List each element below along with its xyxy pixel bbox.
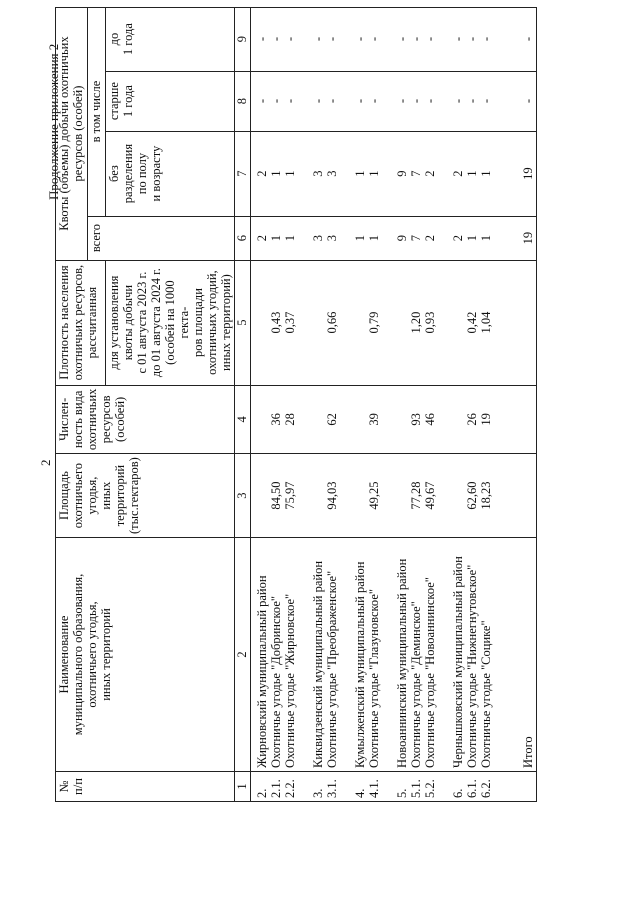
row-older: -	[423, 99, 437, 104]
header-younger: до 1 года	[106, 7, 235, 71]
row-density: 1,20	[409, 311, 423, 334]
row-no: 3.1.	[325, 779, 339, 798]
row-total: 3	[325, 234, 339, 242]
col-number-6: 6	[235, 216, 251, 260]
row-nosplit: 9	[395, 170, 409, 177]
row-no: 2.1.	[269, 779, 283, 798]
total-label: Итого	[521, 736, 535, 768]
row-younger: -	[451, 37, 465, 42]
row-older: -	[479, 99, 493, 104]
row-younger: -	[325, 37, 339, 42]
header-population: Числен- ность вида охотничьих ресурсов (особей)	[56, 385, 235, 454]
row-older: -	[311, 99, 325, 104]
row-name: Охотничье угодье "Глазуновское"	[367, 589, 381, 768]
grand-total-older: -	[521, 99, 535, 104]
col-number-2: 2	[235, 538, 251, 772]
col-number-1: 1	[235, 772, 251, 802]
row-no: 3.	[311, 788, 325, 798]
row-total: 1	[353, 234, 367, 242]
row-name: Охотничье угодье "Деминское"	[409, 601, 423, 768]
row-younger: -	[465, 37, 479, 42]
row-no: 4.	[353, 788, 367, 798]
col-number-4: 4	[235, 385, 251, 454]
row-nosplit: 2	[451, 170, 465, 177]
row-population: 39	[367, 413, 381, 426]
row-no: 6.2.	[479, 779, 493, 798]
col-number-8: 8	[235, 71, 251, 131]
row-nosplit: 3	[325, 170, 339, 177]
header-density: Плотность населения охотничьих ресурсов, рассчитанная	[56, 260, 106, 385]
row-nosplit: 1	[269, 170, 283, 177]
row-younger: -	[353, 37, 367, 42]
row-name: Охотничье угодье "Новоаннинское"	[423, 577, 437, 768]
page-number: 2	[38, 459, 53, 466]
row-density: 0,79	[367, 311, 381, 334]
col-number-9: 9	[235, 7, 251, 71]
row-name: Охотничье угодье "Жирновское"	[283, 593, 297, 768]
row-no: 5.1.	[409, 779, 423, 798]
header-density-sub: для установления квоты добычи с 01 августа 2023 г. до 01 августа 2024 г. (особей на 1000 гекта- ров площади охотничьих угодий, иных территорий)	[106, 260, 235, 385]
row-older: -	[325, 99, 339, 104]
row-population: 26	[465, 413, 479, 426]
row-area: 49,67	[423, 481, 437, 510]
col-number-3: 3	[235, 454, 251, 538]
row-total: 9	[395, 234, 409, 242]
row-population: 93	[409, 413, 423, 426]
row-total: 2	[423, 234, 437, 242]
row-no: 4.1.	[367, 779, 381, 798]
row-name: Жирновский муниципальный район	[255, 575, 269, 768]
row-older: -	[367, 99, 381, 104]
row-nosplit: 7	[409, 170, 423, 177]
row-area: 62,60	[465, 481, 479, 510]
row-younger: -	[269, 37, 283, 42]
row-no: 5.2.	[423, 779, 437, 798]
row-name: Охотничье угодье "Добринское"	[269, 596, 283, 768]
row-total: 2	[255, 234, 269, 242]
row-name: Охотничье угодье "Нижнегнутовское"	[465, 564, 479, 768]
row-older: -	[269, 99, 283, 104]
header-area: Площадь охотничьего угодья, иных территорий (тыс.гектаров)	[56, 454, 235, 538]
row-no: 5.	[395, 788, 409, 798]
row-nosplit: 1	[367, 170, 381, 177]
row-older: -	[465, 99, 479, 104]
row-density: 0,66	[325, 311, 339, 334]
row-name: Киквидзенский муниципальный район	[311, 560, 325, 768]
row-name: Охотничье угодье "Социке"	[479, 620, 493, 768]
quota-table	[55, 7, 537, 802]
row-population: 28	[283, 413, 297, 426]
row-population: 36	[269, 413, 283, 426]
row-older: -	[451, 99, 465, 104]
row-population: 46	[423, 413, 437, 426]
row-total: 2	[451, 234, 465, 242]
row-total: 3	[311, 234, 325, 242]
row-total: 1	[269, 234, 283, 242]
row-name: Кумылженский муниципальный район	[353, 561, 367, 768]
row-total: 1	[367, 234, 381, 242]
row-younger: -	[479, 37, 493, 42]
row-nosplit: 1	[479, 170, 493, 177]
row-nosplit: 1	[465, 170, 479, 177]
row-younger: -	[367, 37, 381, 42]
row-total: 7	[409, 234, 423, 242]
row-area: 84,50	[269, 481, 283, 510]
header-older: старше 1 года	[106, 71, 235, 131]
grand-total: 19	[521, 231, 535, 245]
row-older: -	[353, 99, 367, 104]
row-area: 75,97	[283, 481, 297, 510]
row-name: Новоаннинский муниципальный район	[395, 558, 409, 768]
header-number: № п/п	[56, 772, 235, 802]
continuation-note: Продолжение приложения 2	[46, 43, 61, 200]
row-younger: -	[423, 37, 437, 42]
row-nosplit: 1	[283, 170, 297, 177]
row-density: 0,37	[283, 311, 297, 334]
header-name: Наименование муниципального образования, охотничьего угодья, иных территорий	[56, 538, 235, 772]
row-population: 19	[479, 413, 493, 426]
row-name: Охотничье угодье "Преображенское"	[325, 570, 339, 768]
row-area: 77,28	[409, 481, 423, 510]
row-older: -	[283, 99, 297, 104]
row-nosplit: 1	[353, 170, 367, 177]
row-total: 1	[479, 234, 493, 242]
row-older: -	[409, 99, 423, 104]
row-no: 6.	[451, 788, 465, 798]
row-older: -	[255, 99, 269, 104]
row-older: -	[395, 99, 409, 104]
row-area: 18,23	[479, 481, 493, 510]
row-density: 1,04	[479, 311, 493, 334]
row-younger: -	[395, 37, 409, 42]
row-nosplit: 2	[255, 170, 269, 177]
row-no: 6.1.	[465, 779, 479, 798]
row-population: 62	[325, 413, 339, 426]
row-density: 0,43	[269, 311, 283, 334]
header-quota: Квоты (объемы) добычи охотничьих ресурсов (особей)	[56, 7, 88, 260]
header-no-split: без разделения по полу и возрасту	[106, 131, 235, 216]
grand-total-younger: -	[521, 37, 535, 42]
row-total: 1	[283, 234, 297, 242]
grand-total-nosplit: 19	[521, 167, 535, 180]
row-total: 1	[465, 234, 479, 242]
row-no: 2.2.	[283, 779, 297, 798]
col-number-7: 7	[235, 131, 251, 216]
row-no: 2.	[255, 788, 269, 798]
row-younger: -	[255, 37, 269, 42]
row-name: Чернышковский муниципальный район	[451, 556, 465, 768]
row-density: 0,42	[465, 311, 479, 334]
header-total: всего	[88, 216, 235, 260]
row-density: 0,93	[423, 311, 437, 334]
col-number-5: 5	[235, 260, 251, 385]
row-area: 49,25	[367, 481, 381, 510]
row-younger: -	[283, 37, 297, 42]
row-nosplit: 3	[311, 170, 325, 177]
row-younger: -	[409, 37, 423, 42]
row-nosplit: 2	[423, 170, 437, 177]
table-row	[251, 7, 537, 801]
row-area: 94,03	[325, 481, 339, 510]
row-younger: -	[311, 37, 325, 42]
header-in-that: в том числе	[88, 7, 106, 216]
